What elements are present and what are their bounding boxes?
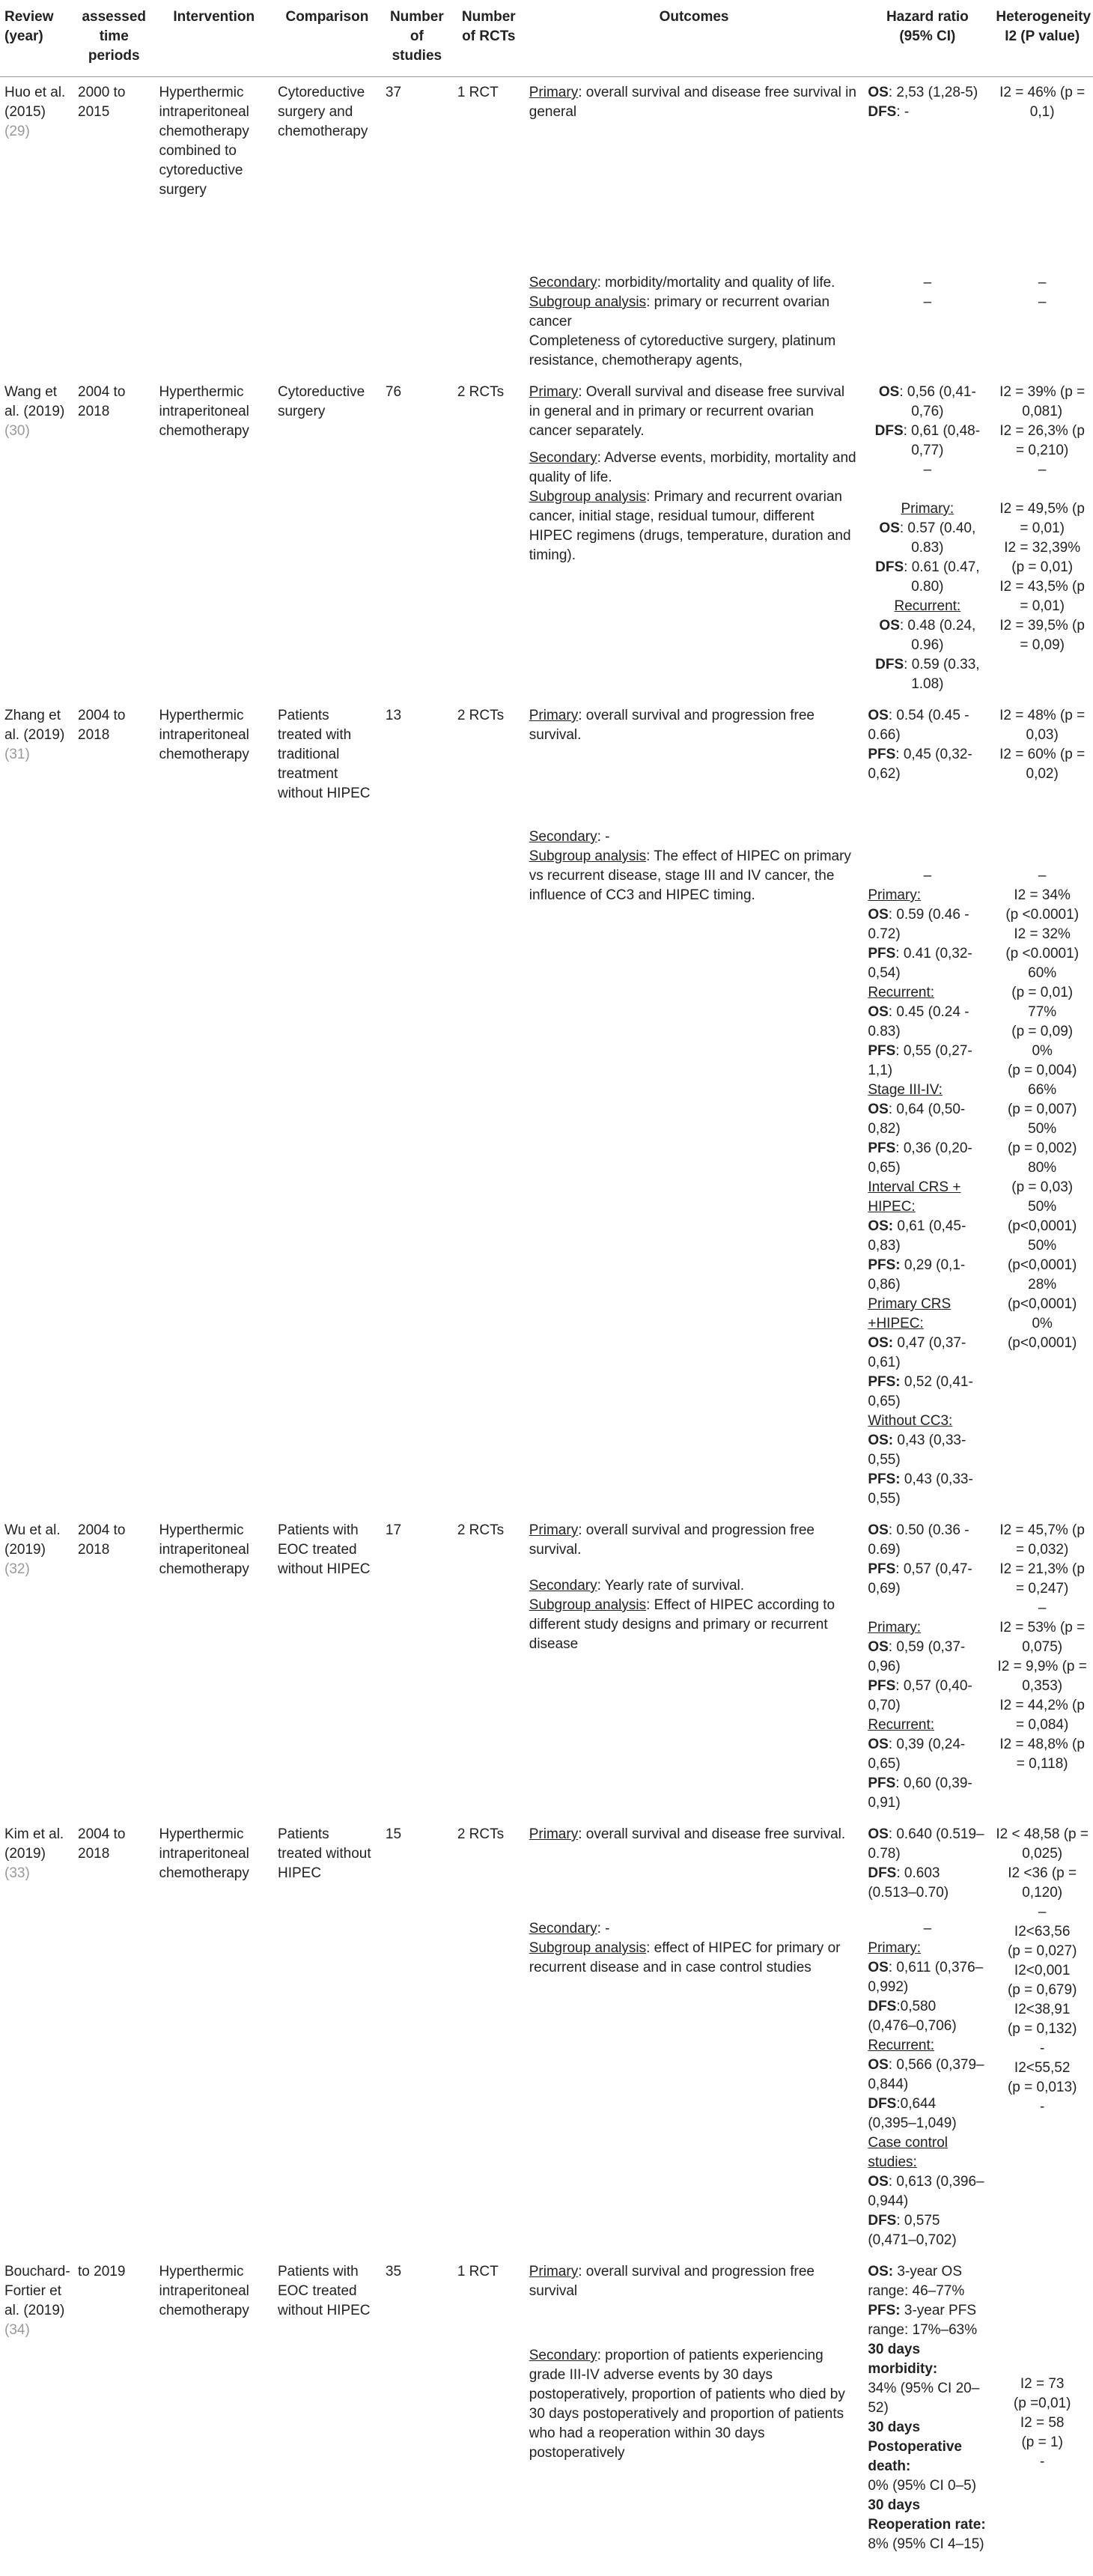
comparison-cell: Cytoreductive surgery (277, 384, 365, 419)
header-row (0, 0, 1093, 77)
review-cell: Wu et al. (2019) (32) (4, 1522, 61, 1577)
hazard-cell: – – (923, 275, 932, 310)
num-rcts-cell: 1 RCT (457, 85, 499, 100)
table-row (0, 1515, 1093, 1819)
table-row (0, 77, 1093, 207)
comparison-cell: Patients treated with traditional treatment without HIPEC (277, 708, 371, 801)
header-review: Review (year) (0, 0, 73, 77)
heterogeneity-cell: I2 = 46% (p = 0,1) (999, 85, 1086, 120)
reference-link[interactable]: (30) (4, 423, 30, 439)
table-row (0, 700, 1093, 1515)
review-cell: Huo et al. (2015) (29) (4, 85, 66, 139)
outcomes-cell: Primary: overall survival and disease free survival in general (529, 85, 856, 120)
num-rcts-cell: 2 RCTs (457, 1826, 505, 1842)
reference-link[interactable]: (31) (4, 747, 30, 762)
period-cell: 2004 to 2018 (78, 1826, 126, 1862)
heterogeneity-cell: I2 < 48,58 (p = 0,025) I2 <36 (p = 0,120) – I2<63,56 (p = 0,027) I2<0,001 (p = 0,679) I2<38,91 (p = 0,132) - I2<55,52 (p = 0,013) - (996, 1826, 1089, 2115)
intervention-cell: Hyperthermic intraperitoneal chemotherapy (159, 1522, 249, 1577)
num-studies-cell: 13 (385, 708, 402, 723)
table-row (0, 206, 1093, 377)
heterogeneity-cell: I2 = 73 (p =0,01) I2 = 58 (p = 1) - (1013, 2376, 1071, 2470)
intervention-cell: Hyperthermic intraperitoneal chemotherapy (159, 384, 249, 439)
heterogeneity-cell: I2 = 45,7% (p = 0,032) I2 = 21,3% (p = 0,247) – I2 = 53% (p = 0,075) I2 = 9,9% (p = 0,353) I2 = 44,2% (p = 0,084) I2 = 48,8% (p = 0,118) (997, 1522, 1087, 1772)
header-outcomes: Outcomes (525, 0, 864, 77)
period-cell: 2004 to 2018 (78, 1522, 126, 1558)
table-row (0, 1819, 1093, 2256)
hazard-cell: OS: 0,56 (0,41-0,76) DFS: 0,61 (0,48-0,77) – Primary: OS: 0.57 (0.40, 0.83) DFS: 0.61 (0.47, 0.80) Recurrent: OS: 0.48 (0.24, 0.96) DFS: 0.59 (0.33, 1.08) (874, 384, 981, 692)
header-intervention: Intervention (154, 0, 273, 77)
num-rcts-cell: 2 RCTs (457, 384, 505, 400)
comparison-cell: Cytoreductive surgery and chemotherapy (277, 85, 368, 139)
num-studies-cell: 17 (385, 1522, 402, 1538)
num-studies-cell: 76 (385, 384, 402, 400)
hazard-cell: OS: 0.54 (0.45 - 0.66) PFS: 0,45 (0,32-0,62) – Primary: OS: 0.59 (0.46 - 0.72) PFS: 0.41 (0,32-0,54) Recurrent: OS: 0.45 (0.24 - 0.83) PFS: 0,55 (0,27-1,1) Stage III-IV: OS: 0,64 (0,50-0,82) PFS: 0,36 (0,20-0,65) Interval CRS + HIPEC: OS: 0,61 (0,45-0,83) PFS: 0,29 (0,1-0,86) Primary CRS +HIPEC: OS: 0,47 (0,37-0,61) PFS: 0,52 (0,41-0,65) Without CC3: OS: 0,43 (0,33-0,55) PFS: 0,43 (0,33-0,55) (868, 708, 973, 1507)
header-num-studies: Number of studies (381, 0, 453, 77)
period-cell: to 2019 (78, 2264, 126, 2279)
comparison-cell: Patients with EOC treated without HIPEC (277, 1522, 371, 1577)
period-cell: 2000 to 2015 (78, 85, 126, 120)
header-heterogeneity: Heterogeneity I2 (P value) (991, 0, 1093, 77)
table-row (0, 2256, 1093, 2560)
review-cell: Kim et al. (2019) (33) (4, 1826, 64, 1881)
table-row (0, 377, 1093, 700)
comparison-cell: Patients treated without HIPEC (277, 1826, 371, 1881)
num-rcts-cell: 1 RCT (457, 2264, 499, 2279)
hazard-cell: OS: 2,53 (1,28-5) DFS: - (868, 85, 978, 120)
comparison-cell: Patients with EOC treated without HIPEC (277, 2264, 371, 2318)
reference-link[interactable]: (34) (4, 2322, 30, 2338)
review-cell: Bouchard-Fortier et al. (2019) (34) (4, 2264, 70, 2338)
outcomes-cell: Primary: overall survival and progression free survival. Secondary: - Subgroup analysis: The effect of HIPEC on primary vs recurrent disease, stage III and IV cancer, the influence of CC3 and HIPEC timing. (529, 708, 851, 903)
hazard-cell: OS: 0.50 (0.36 - 0.69) PFS: 0,57 (0,47-0,69) Primary: OS: 0,59 (0,37-0,96) PFS: 0,57 (0,40-0,70) Recurrent: OS: 0,39 (0,24-0,65) PFS: 0,60 (0,39-0,91) (868, 1522, 972, 1811)
review-cell: Zhang et al. (2019) (31) (4, 708, 65, 762)
review-cell: Wang et al. (2019) (30) (4, 384, 65, 439)
num-rcts-cell: 2 RCTs (457, 708, 505, 723)
outcomes-cell: Primary: overall survival and disease free survival. Secondary: - Subgroup analysis: effect of HIPEC for primary or recurrent disease and in case control studies (529, 1826, 846, 1975)
period-cell: 2004 to 2018 (78, 708, 126, 743)
header-comparison: Comparison (273, 0, 381, 77)
outcomes-cell: Primary: Overall survival and disease free survival in general and in primary or recurrent ovarian cancer separately. Secondary: Adverse events, morbidity, mortality and quality of life. Subgroup analysis: Primary and recurrent ovarian cancer, initial stage, residual tumour, different HIPEC regimens (drugs, temperature, duration and timing). (529, 384, 856, 563)
intervention-cell: Hyperthermic intraperitoneal chemotherapy (159, 1826, 249, 1881)
header-num-rcts: Number of RCTs (453, 0, 525, 77)
header-hazard: Hazard ratio (95% CI) (863, 0, 991, 77)
reference-link[interactable]: (32) (4, 1561, 30, 1577)
period-cell: 2004 to 2018 (78, 384, 126, 419)
intervention-cell: Hyperthermic intraperitoneal chemotherapy (159, 708, 249, 762)
intervention-cell: Hyperthermic intraperitoneal chemotherapy combined to cytoreductive surgery (159, 85, 249, 198)
reference-link[interactable]: (33) (4, 1865, 30, 1881)
reference-link[interactable]: (29) (4, 124, 30, 139)
outcomes-cell: Primary: overall survival and progression free survival Secondary: proportion of patients experiencing grade III-IV adverse events by 30 days postoperatively, proportion of patients who died by 30 days postoperatively and proportion of patients who had a reoperation within 30 days postoperatively (529, 2264, 845, 2461)
heterogeneity-cell: – – (1038, 275, 1047, 310)
num-studies-cell: 35 (385, 2264, 402, 2279)
outcomes-cell: Secondary: morbidity/mortality and quality of life. Subgroup analysis: primary or recurrent ovarian cancer Completeness of cytoreductive surgery, platinum resistance, chemotherapy agents, (529, 275, 836, 368)
header-period: assessed time periods (73, 0, 154, 77)
heterogeneity-cell: I2 = 39% (p = 0,081) I2 = 26,3% (p = 0,210) – I2 = 49,5% (p = 0,01) I2 = 32,39% (p = 0,01) I2 = 43,5% (p = 0,01) I2 = 39,5% (p = 0,09) (999, 384, 1086, 653)
hazard-cell: OS: 3-year OS range: 46–77% PFS: 3-year PFS range: 17%–63% 30 days morbidity: 34% (95% CI 20–52) 30 days Postoperative death: 0% (95% CI 0–5) 30 days Reoperation rate: 8% (95% CI 4–15) (868, 2264, 986, 2552)
outcomes-cell: Primary: overall survival and progression free survival. Secondary: Yearly rate of survival. Subgroup analysis: Effect of HIPEC according to different study designs and primary or recurrent disease (529, 1522, 835, 1652)
num-studies-cell: 37 (385, 85, 402, 100)
num-studies-cell: 15 (385, 1826, 402, 1842)
num-rcts-cell: 2 RCTs (457, 1522, 505, 1538)
intervention-cell: Hyperthermic intraperitoneal chemotherapy (159, 2264, 249, 2318)
hazard-cell: OS: 0.640 (0.519–0.78) DFS: 0.603 (0.513–0.70) – Primary: OS: 0,611 (0,376–0,992) DFS:0,580 (0,476–0,706) Recurrent: OS: 0,566 (0,379–0,844) DFS:0,644 (0,395–1,049) Case control studies: OS: 0,613 (0,396–0,944) DFS: 0,575 (0,471–0,702) (868, 1826, 984, 2248)
heterogeneity-cell: I2 = 48% (p = 0,03) I2 = 60% (p = 0,02) – I2 = 34% (p <0.0001) I2 = 32% (p <0.0001) 60% (p = 0,01) 77% (p = 0,09) 0% (p = 0,004) 66% (p = 0,007) 50% (p = 0,002) 80% (p = 0,03) 50% (p<0,0001) 50% (p<0,0001) 28% (p<0,0001) 0% (p<0,0001) (999, 708, 1086, 1351)
